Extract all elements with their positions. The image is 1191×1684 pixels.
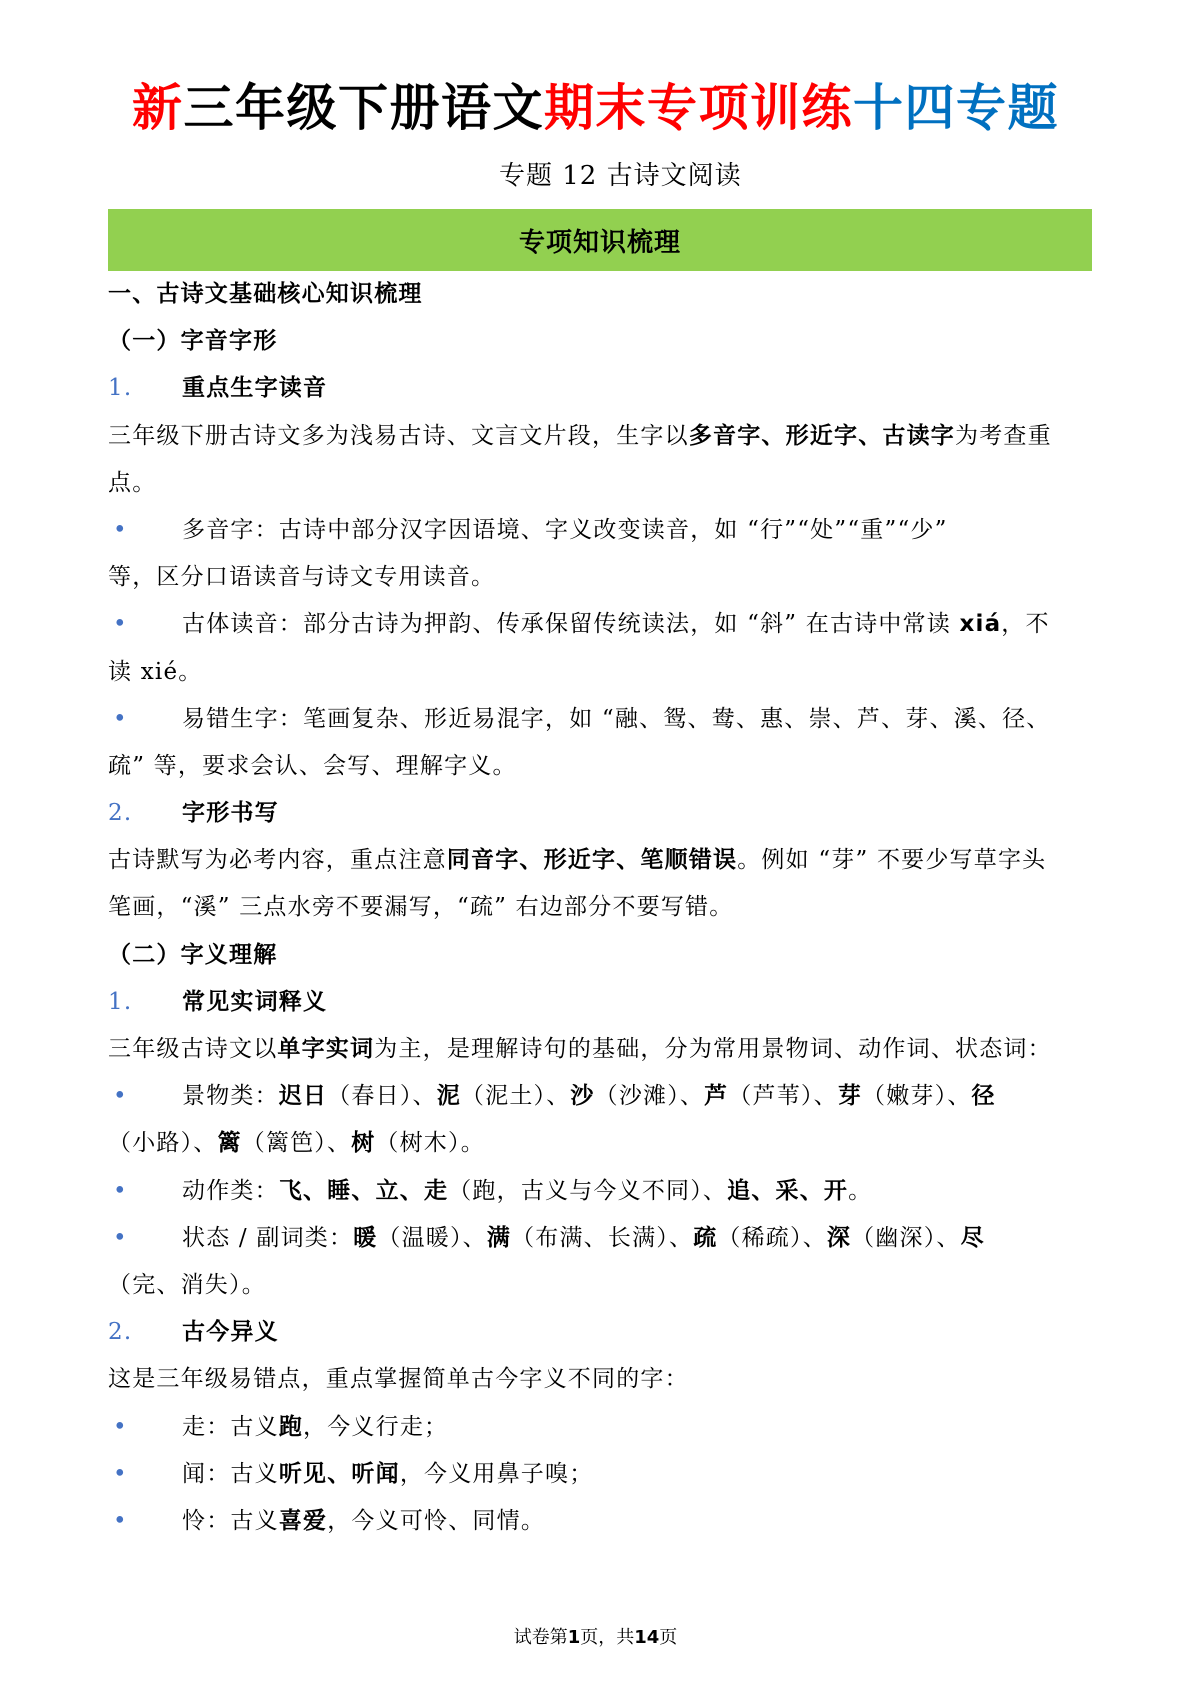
paragraph-line	[108, 1356, 1098, 1403]
title-part: 十四专题	[853, 79, 1059, 137]
bold-text: 多音字、形近字、古读字	[688, 422, 956, 449]
bold-text: 喜爱	[278, 1507, 328, 1534]
text: 怜：古义	[182, 1507, 279, 1534]
bold-text: 树	[351, 1130, 376, 1157]
bullet-marker: •	[113, 516, 128, 543]
bullet-item	[108, 1498, 1098, 1545]
text: （布满、长满）、	[511, 1224, 694, 1251]
bold-text: 古今异义	[182, 1319, 279, 1346]
text: ，今义可怜、同情。	[327, 1507, 546, 1534]
section-banner	[108, 209, 1092, 271]
text: 古体读音：部分古诗为押韵、传承保留传统读法，如 “斜” 在古诗中常读	[182, 611, 960, 638]
line-text	[108, 1272, 266, 1298]
line-text	[182, 365, 327, 412]
bullet-marker: •	[113, 705, 128, 732]
bullet-marker: •	[113, 1083, 128, 1110]
bold-text: 暖	[353, 1224, 378, 1251]
page-number-value: 1	[567, 1627, 581, 1648]
section-heading	[108, 271, 1098, 318]
text: ，今义行走；	[303, 1413, 449, 1440]
text: （春日）、	[327, 1083, 437, 1110]
title-part: 三年级下册语文	[183, 79, 544, 137]
text: （小路）、	[108, 1130, 218, 1157]
text: （跑，古义与今义不同）、	[448, 1177, 728, 1204]
text: ，今义用鼻子嗅；	[399, 1460, 594, 1487]
list-number: 1.	[108, 988, 133, 1015]
text: 闻：古义	[182, 1460, 279, 1487]
text: （芦苇）、	[728, 1083, 838, 1110]
numbered-heading	[108, 365, 1098, 412]
bullet-item	[108, 507, 1098, 554]
page-number-text: 试卷第	[513, 1627, 568, 1648]
bold-text: 字形书写	[182, 800, 279, 827]
text: 多音字：古诗中部分汉字因语境、字义改变读音，如 “行”“处”“重”“少”	[182, 516, 948, 543]
line-text	[108, 328, 277, 354]
text: 。	[848, 1177, 873, 1204]
paragraph-line	[108, 460, 1098, 507]
bullet-marker: •	[113, 1177, 128, 1204]
text: 三年级下册古诗文多为浅易古诗、文言文片段，生字以	[108, 422, 689, 449]
line-text	[182, 1309, 279, 1356]
line-text	[108, 1366, 689, 1392]
text: 等，区分口语读音与诗文专用读音。	[108, 564, 496, 591]
bold-text: 迟日	[278, 1083, 328, 1110]
page-footer	[0, 1624, 1191, 1652]
banner-label: 专项知识梳理	[518, 227, 681, 258]
bullet-item	[108, 1451, 1098, 1498]
text: （温暖）、	[377, 1224, 487, 1251]
paragraph-line	[108, 837, 1098, 884]
line-text	[108, 942, 277, 968]
line-text	[182, 1498, 545, 1545]
title-part: 新	[132, 79, 184, 137]
text: 状态 / 副词类：	[182, 1224, 354, 1251]
numbered-heading	[108, 1309, 1098, 1356]
text: 景物类：	[182, 1083, 279, 1110]
bold-text: 芦	[704, 1083, 729, 1110]
list-number: 2.	[108, 800, 133, 827]
line-text	[182, 507, 948, 554]
bold-text: 重点生字读音	[182, 375, 328, 402]
text: 古诗默写为必考内容，重点注意	[108, 847, 447, 874]
line-text	[108, 847, 1046, 873]
bold-text: 单字实词	[277, 1036, 375, 1062]
text: （幽深）、	[851, 1224, 961, 1251]
bold-text: （一）字音字形	[108, 328, 278, 355]
page-number-text: 页，共	[580, 1627, 635, 1648]
paragraph-line	[108, 884, 1098, 931]
line-text	[108, 470, 156, 496]
bold-text: 疏	[693, 1224, 718, 1251]
numbered-heading	[108, 790, 1098, 837]
line-text	[108, 1036, 1052, 1062]
bold-text: 泥	[436, 1083, 461, 1110]
text: 为主，是理解诗句的基础，分为常用景物词、动作词、状态词：	[374, 1036, 1052, 1062]
bold-text: 尽	[960, 1224, 985, 1251]
paragraph-line	[108, 1262, 1098, 1309]
line-text	[182, 601, 1050, 648]
bullet-item	[108, 696, 1098, 743]
bullet-item	[108, 1215, 1098, 1262]
text: 为考查重	[955, 422, 1052, 449]
line-text	[108, 281, 423, 307]
bullet-item	[108, 1073, 1098, 1120]
text: 。例如 “芽” 不要少写草字头	[737, 847, 1047, 874]
line-text	[182, 696, 1050, 743]
bullet-marker: •	[113, 1507, 128, 1534]
text: ，不	[1001, 611, 1050, 638]
line-text	[108, 894, 733, 920]
line-text	[182, 979, 327, 1026]
text: 易错生字：笔画复杂、形近易混字，如 “融、鸳、鸯、惠、崇、芦、芽、溪、径、	[182, 705, 1051, 732]
bold-text: 听见、听闻	[278, 1460, 400, 1487]
text: 动作类：	[182, 1177, 279, 1204]
line-text	[108, 753, 517, 779]
bullet-marker: •	[113, 1224, 128, 1251]
text: 点。	[108, 469, 157, 496]
section-heading	[108, 318, 1098, 365]
text: 读 xié。	[108, 658, 203, 685]
text: 走：古义	[182, 1413, 279, 1440]
bold-text: 篱	[217, 1130, 242, 1157]
bullet-item	[108, 1168, 1098, 1215]
page-number-text: 页	[659, 1627, 678, 1648]
bold-text: 沙	[570, 1083, 595, 1110]
list-number: 2.	[108, 1319, 133, 1346]
paragraph-line	[108, 554, 1098, 601]
bullet-marker: •	[113, 1413, 128, 1440]
bold-text: 芽	[837, 1083, 863, 1110]
text: 疏” 等，要求会认、会写、理解字义。	[108, 752, 517, 779]
text: （树木）。	[375, 1130, 485, 1157]
bold-text: 径	[971, 1083, 996, 1110]
numbered-heading	[108, 979, 1098, 1026]
line-text	[182, 1168, 872, 1215]
line-text	[182, 1073, 996, 1120]
bold-text: 跑	[278, 1413, 304, 1440]
paragraph-line	[108, 649, 1098, 696]
line-text	[182, 1451, 593, 1498]
paragraph-line	[108, 413, 1098, 460]
text: （嫩芽）、	[862, 1083, 972, 1110]
line-text	[182, 1404, 448, 1451]
bold-text: 同音字、形近字、笔顺错误	[446, 847, 738, 874]
section-heading	[108, 932, 1098, 979]
paragraph-line	[108, 743, 1098, 790]
text: （沙滩）、	[594, 1083, 705, 1110]
bullet-item	[108, 601, 1098, 648]
bullet-marker: •	[113, 1460, 128, 1487]
bold-text: 常见实词释义	[182, 988, 328, 1015]
page-title	[0, 76, 1191, 140]
text: （稀疏）、	[717, 1224, 827, 1251]
bold-text: xiá	[959, 611, 1002, 638]
bold-text: 追、采、开	[727, 1177, 849, 1204]
text: （泥土）、	[460, 1083, 571, 1110]
bullet-item	[108, 1404, 1098, 1451]
bold-text: 一、古诗文基础核心知识梳理	[108, 281, 423, 307]
line-text	[108, 1130, 485, 1156]
text: 三年级古诗文以	[108, 1036, 278, 1062]
paragraph-line	[108, 1120, 1098, 1167]
bold-text: （二）字义理解	[108, 941, 278, 968]
title-part: 期末专项训练	[544, 79, 853, 137]
text: （篱笆）、	[241, 1130, 352, 1157]
line-text	[108, 659, 202, 685]
document-body	[108, 271, 1098, 1545]
line-text	[108, 564, 495, 590]
text: （完、消失）。	[108, 1271, 266, 1298]
line-text	[182, 1215, 985, 1262]
bold-text: 飞、睡、立、走	[278, 1177, 449, 1204]
text: 笔画，“溪” 三点水旁不要漏写，“疏” 右边部分不要写错。	[108, 894, 734, 921]
page-number-value: 14	[634, 1627, 660, 1648]
paragraph-line	[108, 1026, 1098, 1073]
text: 这是三年级易错点，重点掌握简单古今字义不同的字：	[108, 1366, 689, 1393]
bold-text: 满	[486, 1224, 512, 1251]
line-text	[182, 790, 279, 837]
line-text	[108, 423, 1052, 449]
bullet-marker: •	[113, 611, 128, 638]
list-number: 1.	[108, 375, 133, 402]
bold-text: 深	[826, 1224, 852, 1251]
topic-subtitle: 专题 12 古诗文阅读	[499, 161, 742, 191]
